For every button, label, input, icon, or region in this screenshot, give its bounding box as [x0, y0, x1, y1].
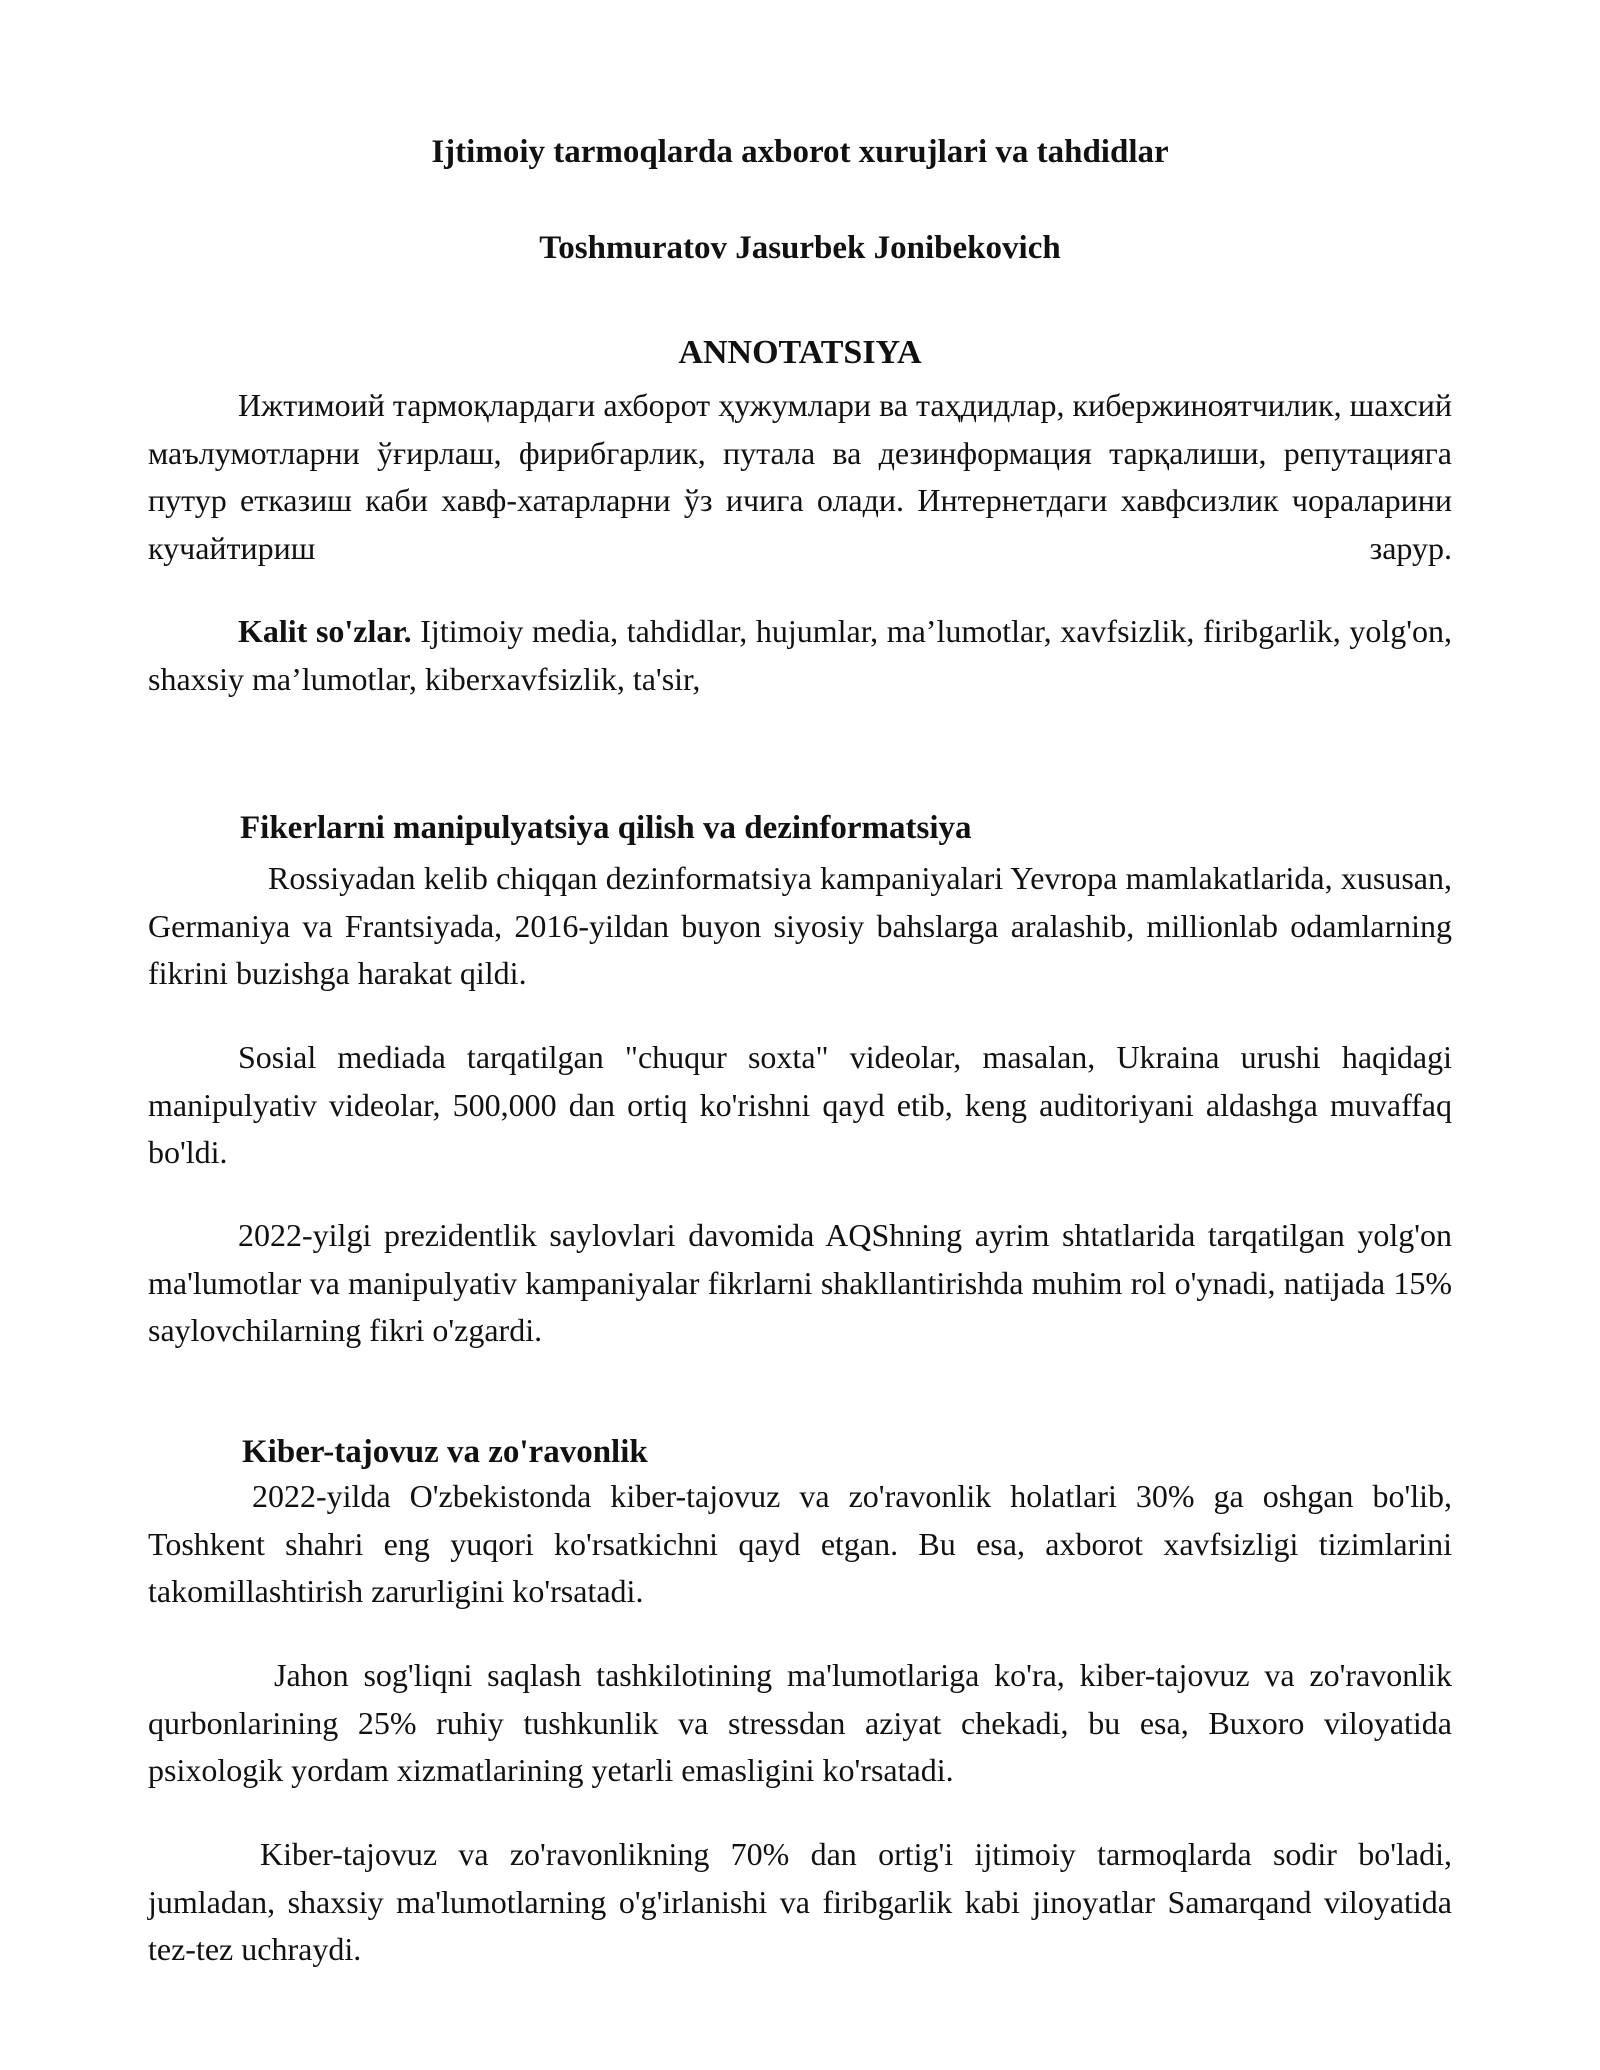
- document-title: Ijtimoiy tarmoqlarda axborot xurujlari va tahdidlar: [431, 134, 1169, 170]
- section2-paragraph-3: Kiber-tajovuz va zo'ravonlikning 70% dan ortig'i ijtimoiy tarmoqlarda sodir bo'ladi, jumladan, shaxsiy ma'lumotlarning o'g'irlanishi va firibgarlik kabi jinoyatlar Samarqand viloyatida tez-tez uchraydi.: [148, 1836, 1452, 1967]
- keywords-paragraph: [148, 608, 1452, 703]
- author-name: Toshmuratov Jasurbek Jonibekovich: [539, 230, 1061, 266]
- section1-paragraph-2: Sosial mediada tarqatilgan "chuqur soxta" videolar, masalan, Ukraina urushi haqidagi manipulyativ videolar, 500,000 dan ortiq ko'rishni qayd etib, keng auditoriyani aldashga muvaffaq bo'ldi.: [148, 1039, 1452, 1170]
- section1-paragraph-3: 2022-yilgi prezidentlik saylovlari davomida AQShning ayrim shtatlarida tarqatilgan yolg'on ma'lumotlar va manipulyativ kampaniyalar fikrlarni shakllantirishda muhim rol o'ynadi, natijada 15% saylovchilarning fikri o'zgardi.: [148, 1217, 1452, 1348]
- annotation-heading: ANNOTATSIYA: [678, 334, 922, 371]
- section2-paragraph-1: 2022-yilda O'zbekistonda kiber-tajovuz va zo'ravonlik holatlari 30% ga oshgan bo'lib, Toshkent shahri eng yuqori ko'rsatkichni qayd etgan. Bu esa, axborot xavfsizligi tizimlarini takomillashtirish zarurligini ko'rsatadi.: [148, 1478, 1452, 1609]
- section-heading-cyberbullying: Kiber-tajovuz va zo'ravonlik: [242, 1434, 648, 1470]
- section-heading-disinformation: Fikerlarni manipulyatsiya qilish va dezinformatsiya: [240, 810, 972, 846]
- section2-paragraph-2: Jahon sog'liqni saqlash tashkilotining ma'lumotlariga ko'ra, kiber-tajovuz va zo'ravonlik qurbonlarining 25% ruhiy tushkunlik va stressdan aziyat chekadi, bu esa, Buxoro viloyatida psixologik yordam xizmatlarining yetarli emasligini ko'rsatadi.: [148, 1657, 1452, 1788]
- keywords-text: Ijtimoiy media, tahdidlar, hujumlar, ma’lumotlar, xavfsizlik, firibgarlik, yolg'on, shaxsiy ma’lumotlar, kiberxavfsizlik, ta'sir,: [148, 613, 1453, 697]
- section1-paragraph-1: Rossiyadan kelib chiqqan dezinformatsiya kampaniyalari Yevropa mamlakatlarida, xususan, Germaniya va Frantsiyada, 2016-yildan buyon siyosiy bahslarga aralashib, millionlab odamlarning fikrini buzishga harakat qildi.: [148, 860, 1452, 991]
- keywords-label: Kalit so'zlar.: [238, 613, 412, 649]
- annotation-text: Ижтимоий тармоқлардаги ахборот ҳужумлари ва таҳдидлар, кибержиноятчилик, шахсий маълумотларни ўғирлаш, фирибгарлик, путала ва дезинформация тарқалиши, репутацияга путур етказиш каби хавф-хатарларни ўз ичига олади. Интернетдаги хавфсизлик чораларини кучайтириш зарур.: [148, 387, 1452, 566]
